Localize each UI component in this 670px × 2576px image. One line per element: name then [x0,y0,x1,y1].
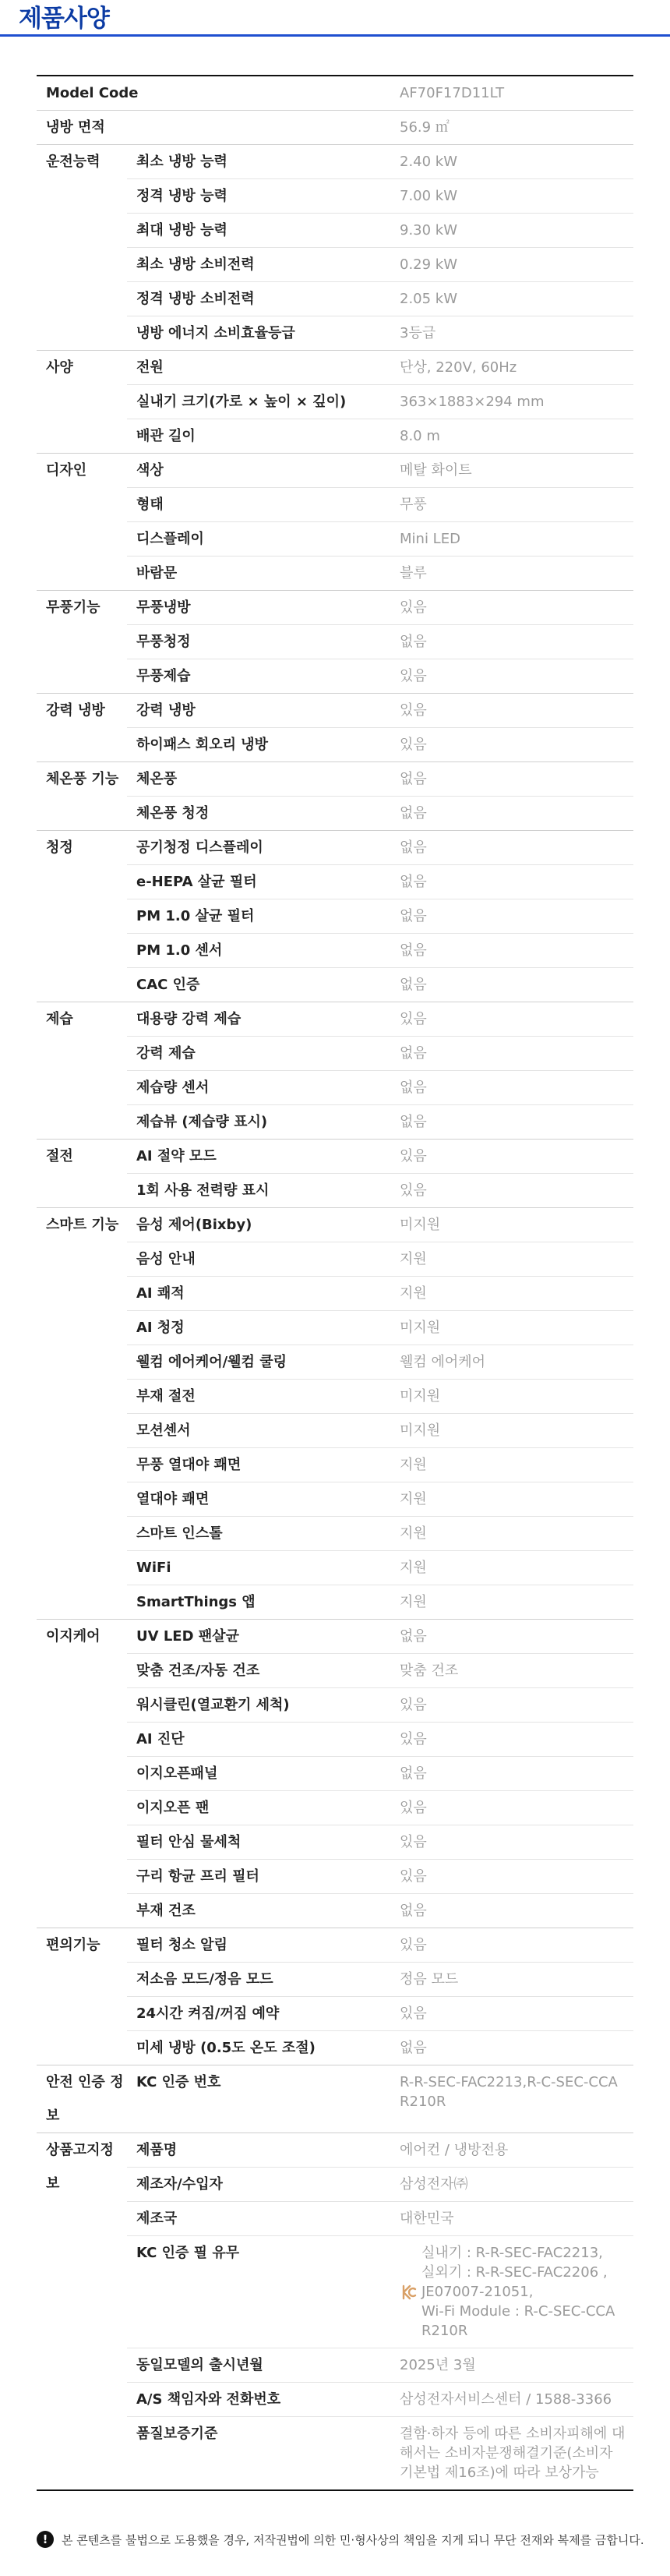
spec-label: AI 쾌적 [136,1285,185,1302]
spec-value: 있음 [400,668,427,684]
kc-certification-line: 실외기 : R-R-SEC-FAC2206 , [421,2264,608,2281]
spec-row [127,2383,633,2417]
spec-row [127,2348,633,2383]
spec-label: 배관 길이 [136,428,196,444]
spec-group-name: 제습 [46,1011,73,1027]
spec-label: AI 청정 [136,1320,185,1336]
spec-label: 전원 [136,359,164,376]
spec-group-rows [127,1140,633,1207]
spec-value: 8.0 m [400,428,440,444]
spec-group [37,831,633,1002]
spec-label: 정격 냉방 능력 [136,188,227,204]
spec-label: 무풍청정 [136,634,191,650]
spec-group-name: 무풍기능 [46,599,100,616]
spec-label: 형태 [136,496,164,513]
spec-label: 제조국 [136,2210,178,2227]
spec-group [37,1140,633,1208]
spec-group [37,1002,633,1140]
spec-value: 있음 [400,599,427,616]
spec-label: 체온풍 [136,771,178,787]
spec-row [127,659,633,693]
spec-row [127,1380,633,1414]
spec-row [127,831,633,865]
spec-label: 필터 청소 알림 [136,1937,227,1953]
spec-value: 없음 [400,1765,427,1782]
spec-value: 2.40 kW [400,154,458,170]
spec-value: 7.00 kW [400,188,458,204]
spec-label: 바람문 [136,565,178,581]
spec-label: 무풍제습 [136,668,191,684]
spec-label: 음성 안내 [136,1251,196,1267]
spec-label: 구리 항균 프리 필터 [136,1868,259,1885]
spec-label: 최소 냉방 소비전력 [136,256,255,273]
spec-value: 에어컨 / 냉방전용 [400,2142,509,2158]
spec-row [127,282,633,316]
spec-value [400,2236,633,2348]
spec-value: 없음 [400,634,427,650]
spec-row [127,522,633,557]
spec-row [127,2031,633,2065]
spec-row [127,625,633,659]
spec-value: 블루 [400,565,427,581]
spec-group-rows [127,591,633,693]
spec-label: AI 절약 모드 [136,1148,217,1164]
spec-label: AI 진단 [136,1731,185,1747]
spec-row [127,1482,633,1517]
spec-group-rows [127,1208,633,1619]
spec-value: 있음 [400,1011,427,1027]
spec-row [127,1414,633,1448]
spec-row [127,1140,633,1174]
spec-value: 있음 [400,1182,427,1199]
spec-value: 있음 [400,1937,427,1953]
spec-row [127,1551,633,1585]
spec-value: 지원 [400,1491,427,1507]
spec-label: KC 인증 필 유무 [136,2245,240,2261]
spec-value: 363×1883×294 mm [400,394,545,410]
spec-label: PM 1.0 살균 필터 [136,908,255,924]
spec-label: 모션센서 [136,1422,191,1439]
spec-row [127,1071,633,1105]
spec-value: 지원 [400,1251,427,1267]
spec-label: 미세 냉방 (0.5도 온도 조절) [136,2040,316,2056]
spec-label: 최대 냉방 능력 [136,222,227,239]
spec-row [127,2065,633,2118]
spec-label: 색상 [136,462,164,479]
spec-row [127,1757,633,1791]
spec-value: 결함·하자 등에 따른 소비자피해에 대해서는 소비자분쟁해결기준(소비자기본법 제16조)에 따라 보상가능 [400,2426,626,2481]
spec-value: 미지원 [400,1422,441,1439]
spec-value: 있음 [400,1800,427,1816]
spec-label: 무풍 열대야 쾌면 [136,1457,242,1473]
spec-value: 지원 [400,1285,427,1302]
exclamation-icon: ! [37,2531,54,2548]
spec-label: 스마트 인스톨 [136,1525,223,1542]
spec-row [127,1585,633,1619]
spec-group-name: 상품고지정보 [46,2142,114,2192]
spec-group-name: 이지케어 [46,1628,100,1645]
spec-label: 워시클린(열교환기 세척) [136,1697,290,1713]
kc-mark-icon [400,2283,418,2302]
spec-row [127,1894,633,1928]
spec-value: 맞춤 건조 [400,1663,459,1679]
spec-label: 제조자/수입자 [136,2176,223,2193]
spec-row [127,865,633,899]
spec-value: 미지원 [400,1320,441,1336]
spec-row [127,1517,633,1551]
spec-value: 지원 [400,1525,427,1542]
spec-label: 제품명 [136,2142,178,2158]
spec-label: 대용량 강력 제습 [136,1011,242,1027]
spec-row [127,557,633,590]
spec-label: 강력 제습 [136,1045,196,1062]
spec-value: 없음 [400,2040,427,2056]
spec-group-name: 절전 [46,1148,73,1164]
spec-value: 메탈 화이트 [400,462,472,479]
spec-value: 지원 [400,1594,427,1610]
spec-label: 24시간 켜짐/꺼짐 예약 [136,2005,280,2022]
spec-label: A/S 책임자와 전화번호 [136,2391,281,2408]
spec-row [127,248,633,282]
spec-group-rows [127,2133,633,2489]
spec-group-rows [127,351,633,453]
spec-row [127,934,633,968]
spec-group-rows [127,1620,633,1928]
spec-group [37,76,633,111]
spec-value: 삼성전자서비스센터 / 1588-3366 [400,2391,612,2408]
spec-row [127,454,633,488]
spec-label: 음성 제어(Bixby) [136,1217,252,1233]
spec-row [37,111,633,144]
spec-value: 없음 [400,1114,427,1130]
spec-value: 있음 [400,737,427,753]
spec-value: 없음 [400,1628,427,1645]
spec-label: PM 1.0 센서 [136,942,223,959]
spec-group-name: 운전능력 [46,154,100,170]
spec-value: Mini LED [400,531,460,547]
spec-row [127,1997,633,2031]
spec-label: 냉방 면적 [46,119,105,136]
spec-group-name: 강력 냉방 [46,702,105,719]
spec-row [127,1860,633,1894]
spec-value: 3등급 [400,325,436,341]
title-rule [0,34,670,37]
page-header [0,0,670,37]
spec-row [127,1928,633,1963]
spec-label: 실내기 크기(가로 × 높이 × 깊이) [136,394,347,410]
spec-label: 정격 냉방 소비전력 [136,291,255,307]
spec-group-name: 편의기능 [46,1937,100,1953]
spec-row [127,1174,633,1207]
spec-value: 있음 [400,702,427,719]
spec-group-rows [46,111,633,144]
spec-group-name: 디자인 [46,462,87,479]
spec-label: 제습뷰 (제습량 표시) [136,1114,268,1130]
spec-label: 이지오픈패널 [136,1765,218,1782]
spec-value: 없음 [400,805,427,822]
spec-row [127,2236,633,2348]
spec-value: 없음 [400,942,427,959]
spec-label: 웰컴 에어케어/웰컴 쿨링 [136,1354,287,1370]
spec-row [127,145,633,179]
spec-row [127,2202,633,2236]
spec-group [37,762,633,831]
spec-label: 이지오픈 팬 [136,1800,210,1816]
spec-row [127,214,633,248]
spec-row [127,762,633,797]
spec-group-rows [46,76,633,110]
spec-row [127,2417,633,2489]
spec-value: 없음 [400,1080,427,1096]
spec-row [127,1723,633,1757]
spec-value: 삼성전자㈜ [400,2176,468,2193]
spec-value: 없음 [400,839,427,856]
spec-value: 0.29 kW [400,256,458,273]
spec-row [127,1242,633,1277]
page-title: 제품사양 [19,5,109,33]
spec-row [127,1791,633,1825]
spec-label: 디스플레이 [136,531,204,547]
spec-value: 지원 [400,1457,427,1473]
spec-group [37,1208,633,1620]
spec-row [127,2168,633,2202]
spec-group [37,2133,633,2489]
spec-row [127,179,633,214]
spec-label: 필터 안심 물세척 [136,1834,242,1850]
spec-group [37,1620,633,1928]
spec-label: 무풍냉방 [136,599,191,616]
spec-value: 2.05 kW [400,291,458,307]
spec-group-rows [127,831,633,1002]
spec-row [127,351,633,385]
spec-label: 저소음 모드/정음 모드 [136,1971,273,1988]
spec-value: 있음 [400,1868,427,1885]
spec-value: 지원 [400,1560,427,1576]
spec-group [37,145,633,351]
spec-value: 있음 [400,1731,427,1747]
spec-value: 정음 모드 [400,1971,459,1988]
spec-row [127,1037,633,1071]
copyright-notice [37,2531,652,2548]
spec-group [37,694,633,762]
spec-label: WiFi [136,1560,171,1576]
spec-row [127,1345,633,1380]
spec-label: 동일모델의 출시년월 [136,2357,263,2373]
spec-value: 없음 [400,1045,427,1062]
spec-value: 있음 [400,2005,427,2022]
spec-value: R-R-SEC-FAC2213,R-C-SEC-CCAR210R [400,2074,618,2110]
kc-certification-line: Wi-Fi Module : R-C-SEC-CCA [421,2303,615,2320]
spec-group-name: 안전 인증 정보 [46,2074,124,2124]
kc-certification-line: 실내기 : R-R-SEC-FAC2213, [421,2245,603,2261]
spec-group-rows [127,2065,633,2133]
spec-group [37,591,633,694]
spec-row [127,1277,633,1311]
spec-row [127,968,633,1002]
spec-group-rows [127,454,633,590]
spec-row [127,1311,633,1345]
spec-row [127,385,633,419]
spec-group-rows [127,762,633,830]
spec-row [37,76,633,110]
spec-row [127,1105,633,1139]
spec-value: 미지원 [400,1217,441,1233]
spec-value: 없음 [400,874,427,890]
spec-value: 대한민국 [400,2210,454,2227]
spec-label: 부재 건조 [136,1903,196,1919]
spec-label: 1회 사용 전력량 표시 [136,1182,270,1199]
spec-group-name: 스마트 기능 [46,1217,119,1233]
spec-label: 하이패스 회오리 냉방 [136,737,269,753]
spec-row [127,1002,633,1037]
spec-label: 최소 냉방 능력 [136,154,227,170]
spec-label: 제습량 센서 [136,1080,210,1096]
spec-row [127,419,633,453]
spec-value: 있음 [400,1697,427,1713]
spec-group [37,111,633,145]
spec-row [127,2133,633,2168]
spec-value: AF70F17D11LT [400,85,505,101]
spec-group [37,1928,633,2065]
spec-row [127,1208,633,1242]
spec-row [127,591,633,625]
spec-value: 9.30 kW [400,222,458,239]
spec-row [127,1688,633,1723]
spec-value: 없음 [400,771,427,787]
spec-value: 단상, 220V, 60Hz [400,359,517,376]
spec-group [37,2065,633,2133]
spec-group [37,454,633,591]
spec-row [127,694,633,728]
spec-value: 웰컴 에어케어 [400,1354,486,1370]
spec-label: 맞춤 건조/자동 건조 [136,1663,260,1679]
spec-label: 냉방 에너지 소비효율등급 [136,325,295,341]
kc-certification-line: JE07007-21051, [421,2284,534,2300]
spec-group-name: 청정 [46,839,73,856]
spec-value: 없음 [400,1903,427,1919]
spec-row [127,1654,633,1688]
spec-value: 있음 [400,1148,427,1164]
spec-value: 무풍 [400,496,427,513]
spec-group-rows [127,1002,633,1139]
spec-row [127,1620,633,1654]
spec-label: 품질보증기준 [136,2426,218,2442]
copyright-text: 본 콘텐츠를 불법으로 도용했을 경우, 저작권법에 의한 민·형사상의 책임을 지게 되니 무단 전재와 복제를 금합니다. [62,2532,644,2547]
spec-value: 없음 [400,977,427,993]
spec-value: 있음 [400,1834,427,1850]
spec-row [127,1825,633,1860]
spec-label: 체온풍 청정 [136,805,210,822]
spec-row [127,1448,633,1482]
spec-group-name: 체온풍 기능 [46,771,119,787]
spec-label: 공기청정 디스플레이 [136,839,263,856]
kc-certification-line: R210R [421,2323,468,2339]
spec-label: 열대야 쾌면 [136,1491,210,1507]
spec-label: KC 인증 번호 [136,2074,221,2090]
spec-group-rows [127,694,633,761]
spec-value: 없음 [400,908,427,924]
spec-label: 강력 냉방 [136,702,196,719]
spec-row [127,797,633,830]
kc-certification-lines [421,2243,626,2341]
spec-label: UV LED 팬살균 [136,1628,239,1645]
spec-row [127,316,633,350]
spec-label: SmartThings 앱 [136,1594,256,1610]
spec-table [37,75,633,2491]
spec-label: CAC 인증 [136,977,200,993]
spec-group-rows [127,1928,633,2065]
spec-value: 56.9 ㎡ [400,119,450,136]
spec-row [127,728,633,761]
spec-group-name: 사양 [46,359,73,376]
spec-row [127,488,633,522]
spec-label: e-HEPA 살균 필터 [136,874,257,890]
spec-label: 부재 절전 [136,1388,196,1405]
spec-group [37,351,633,454]
spec-group-rows [127,145,633,350]
spec-value: 미지원 [400,1388,441,1405]
spec-value: 2025년 3월 [400,2357,476,2373]
spec-row [127,899,633,934]
spec-row [127,1963,633,1997]
spec-label: Model Code [46,85,139,101]
